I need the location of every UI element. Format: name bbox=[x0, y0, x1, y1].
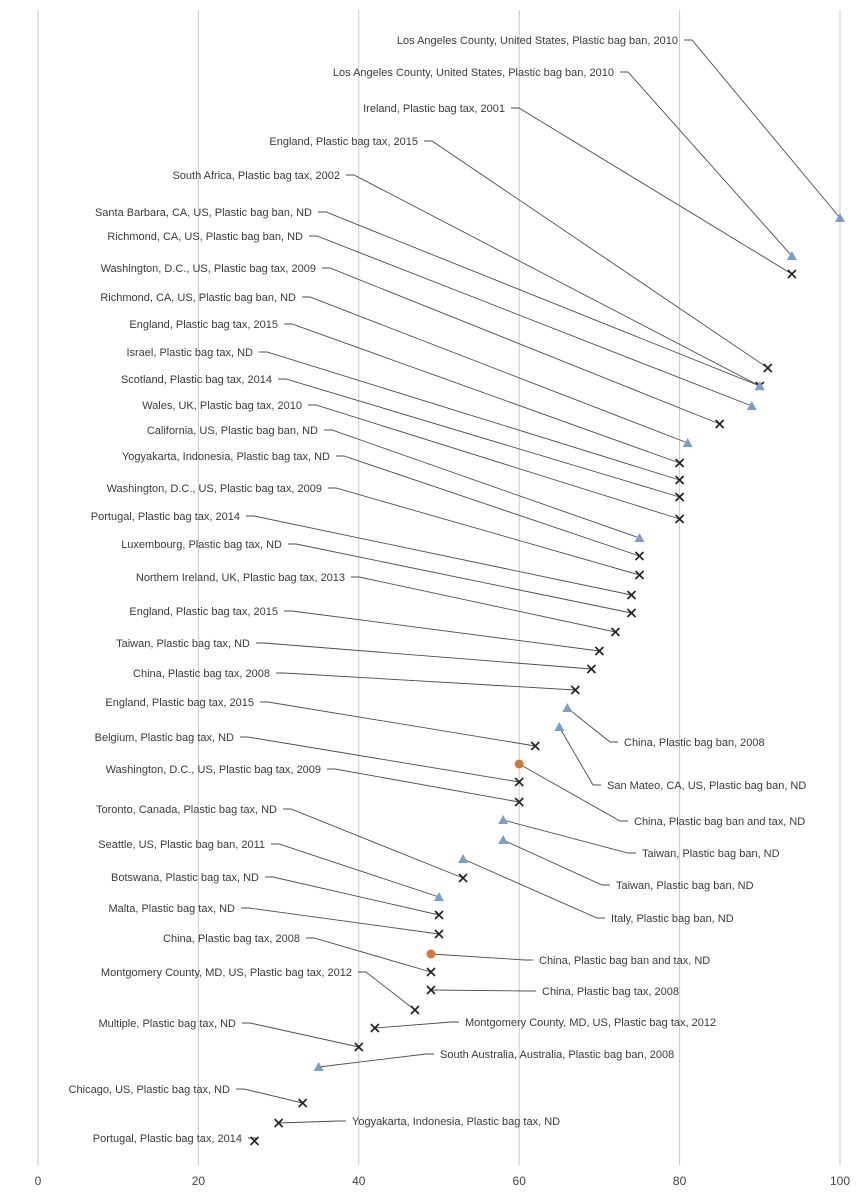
circle-marker bbox=[515, 760, 524, 769]
point-label: Richmond, CA, US, Plastic bag ban, ND bbox=[107, 231, 303, 243]
point-label: Seattle, US, Plastic bag ban, 2011 bbox=[98, 839, 265, 851]
point-label: Yogyakarta, Indonesia, Plastic bag tax, ND bbox=[352, 1116, 561, 1128]
leader-line bbox=[271, 844, 439, 897]
point-label: Malta, Plastic bag tax, ND bbox=[108, 903, 235, 915]
x-marker bbox=[531, 742, 539, 750]
triangle-marker bbox=[683, 438, 693, 447]
point-label: England, Plastic bag tax, 2015 bbox=[105, 697, 254, 709]
point-label: England, Plastic bag tax, 2015 bbox=[269, 136, 418, 148]
leader-line bbox=[519, 764, 628, 821]
x-tick-label: 100 bbox=[829, 1174, 851, 1188]
point-label: China, Plastic bag tax, 2008 bbox=[542, 986, 679, 998]
x-tick-label: 0 bbox=[34, 1174, 42, 1188]
point-label: South Australia, Australia, Plastic bag ban, 2008 bbox=[440, 1049, 675, 1061]
point-label: San Mateo, CA, US, Plastic bag ban, ND bbox=[607, 780, 807, 792]
gridlines bbox=[38, 10, 840, 1165]
point-label: Santa Barbara, CA, US, Plastic bag ban, ND bbox=[94, 207, 312, 219]
leader-line bbox=[318, 212, 760, 386]
point-label: Portugal, Plastic bag tax, 2014 bbox=[90, 511, 240, 523]
x-marker bbox=[299, 1099, 307, 1107]
leader-line bbox=[256, 643, 591, 669]
triangle-marker bbox=[747, 401, 757, 410]
leader-line bbox=[567, 708, 618, 742]
x-marker bbox=[435, 911, 443, 919]
point-label: Montgomery County, MD, US, Plastic bag tax, 2012 bbox=[100, 967, 352, 979]
leader-line bbox=[242, 1023, 359, 1047]
triangle-marker bbox=[554, 722, 564, 731]
triangle-marker bbox=[458, 854, 468, 863]
x-axis-ticks bbox=[35, 1174, 851, 1188]
leader-line bbox=[278, 379, 680, 497]
triangle-marker bbox=[434, 892, 444, 901]
point-label: England, Plastic bag tax, 2015 bbox=[129, 606, 278, 618]
leader-line bbox=[236, 1089, 303, 1103]
leader-line bbox=[511, 108, 792, 274]
leader-line bbox=[284, 324, 680, 463]
leader-line bbox=[327, 769, 519, 802]
leader-line bbox=[309, 236, 752, 406]
x-marker bbox=[627, 591, 635, 599]
point-label: Taiwan, Plastic bag ban, ND bbox=[616, 880, 754, 892]
point-label: South Africa, Plastic bag tax, 2002 bbox=[172, 170, 340, 182]
point-label: England, Plastic bag tax, 2015 bbox=[129, 319, 278, 331]
data-labels bbox=[69, 35, 807, 1145]
point-label: Los Angeles County, United States, Plastic bag ban, 2010 bbox=[332, 67, 614, 79]
x-marker bbox=[411, 1006, 419, 1014]
circle-marker bbox=[426, 950, 435, 959]
point-label: China, Plastic bag ban, 2008 bbox=[624, 737, 765, 749]
x-marker bbox=[636, 571, 644, 579]
point-label: China, Plastic bag tax, 2008 bbox=[163, 933, 300, 945]
leader-line bbox=[324, 430, 640, 538]
x-marker bbox=[427, 968, 435, 976]
triangle-marker bbox=[562, 703, 572, 712]
point-label: Israel, Plastic bag tax, ND bbox=[126, 347, 253, 359]
point-label: China, Plastic bag ban and tax, ND bbox=[539, 955, 711, 967]
point-label: China, Plastic bag tax, 2008 bbox=[133, 668, 270, 680]
leader-line bbox=[358, 972, 415, 1010]
point-label: Washington, D.C., US, Plastic bag tax, 2009 bbox=[106, 483, 322, 495]
point-label: Luxembourg, Plastic bag tax, ND bbox=[121, 539, 282, 551]
point-label: Yogyakarta, Indonesia, Plastic bag tax, ND bbox=[121, 451, 330, 463]
point-label: China, Plastic bag ban and tax, ND bbox=[634, 816, 806, 828]
point-label: Portugal, Plastic bag tax, 2014 bbox=[92, 1133, 242, 1145]
x-marker bbox=[636, 552, 644, 560]
data-markers bbox=[251, 213, 845, 1145]
leader-line bbox=[559, 727, 601, 785]
leader-line bbox=[279, 1121, 346, 1123]
leader-line bbox=[463, 859, 605, 918]
x-marker bbox=[627, 609, 635, 617]
point-label: Taiwan, Plastic bag ban, ND bbox=[642, 848, 780, 860]
leader-line bbox=[620, 72, 792, 256]
x-tick-label: 20 bbox=[191, 1174, 206, 1188]
x-marker bbox=[764, 364, 772, 372]
point-label: California, US, Plastic bag ban, ND bbox=[146, 425, 318, 437]
leader-line bbox=[328, 488, 640, 575]
point-label: Los Angeles County, United States, Plastic bag ban, 2010 bbox=[396, 35, 678, 47]
x-tick-label: 40 bbox=[352, 1174, 366, 1188]
point-label: Montgomery County, MD, US, Plastic bag tax, 2012 bbox=[465, 1017, 717, 1029]
point-label: Chicago, US, Plastic bag tax, ND bbox=[68, 1084, 230, 1096]
point-label: Washington, D.C., US, Plastic bag tax, 2009 bbox=[105, 764, 321, 776]
leader-line bbox=[431, 990, 536, 991]
point-label: Northern Ireland, UK, Plastic bag tax, 2013 bbox=[135, 572, 345, 584]
point-label: Ireland, Plastic bag tax, 2001 bbox=[363, 103, 505, 115]
x-marker bbox=[716, 420, 724, 428]
leader-line bbox=[346, 175, 760, 386]
x-marker bbox=[788, 270, 796, 278]
point-label: Toronto, Canada, Plastic bag tax, ND bbox=[96, 804, 277, 816]
leader-line bbox=[276, 673, 575, 690]
point-label: Wales, UK, Plastic bag tax, 2010 bbox=[142, 400, 302, 412]
point-label: Multiple, Plastic bag tax, ND bbox=[98, 1018, 236, 1030]
leader-line bbox=[375, 1022, 459, 1028]
leader-line bbox=[283, 809, 463, 878]
point-label: Botswana, Plastic bag tax, ND bbox=[111, 872, 259, 884]
leader-line bbox=[684, 40, 840, 218]
point-label: Scotland, Plastic bag tax, 2014 bbox=[120, 374, 272, 386]
point-label: Belgium, Plastic bag tax, ND bbox=[94, 732, 234, 744]
point-label: Taiwan, Plastic bag tax, ND bbox=[116, 638, 250, 650]
leader-line bbox=[431, 954, 533, 960]
x-tick-label: 60 bbox=[512, 1174, 526, 1188]
x-tick-label: 80 bbox=[672, 1174, 687, 1188]
x-marker bbox=[459, 874, 467, 882]
triangle-marker bbox=[498, 815, 508, 824]
point-label: Washington, D.C., US, Plastic bag tax, 2009 bbox=[100, 263, 316, 275]
point-label: Italy, Plastic bag ban, ND bbox=[611, 913, 734, 925]
triangle-marker bbox=[498, 835, 508, 844]
leader-line bbox=[284, 611, 599, 651]
leader-line bbox=[319, 1054, 434, 1067]
triangle-marker bbox=[635, 533, 645, 542]
leader-line bbox=[424, 141, 768, 368]
x-marker bbox=[611, 628, 619, 636]
leader-line bbox=[503, 820, 636, 853]
leader-line bbox=[265, 877, 439, 915]
leader-line bbox=[260, 702, 535, 746]
point-label: Richmond, CA, US, Plastic bag ban, ND bbox=[100, 292, 296, 304]
leader-line bbox=[241, 908, 439, 934]
